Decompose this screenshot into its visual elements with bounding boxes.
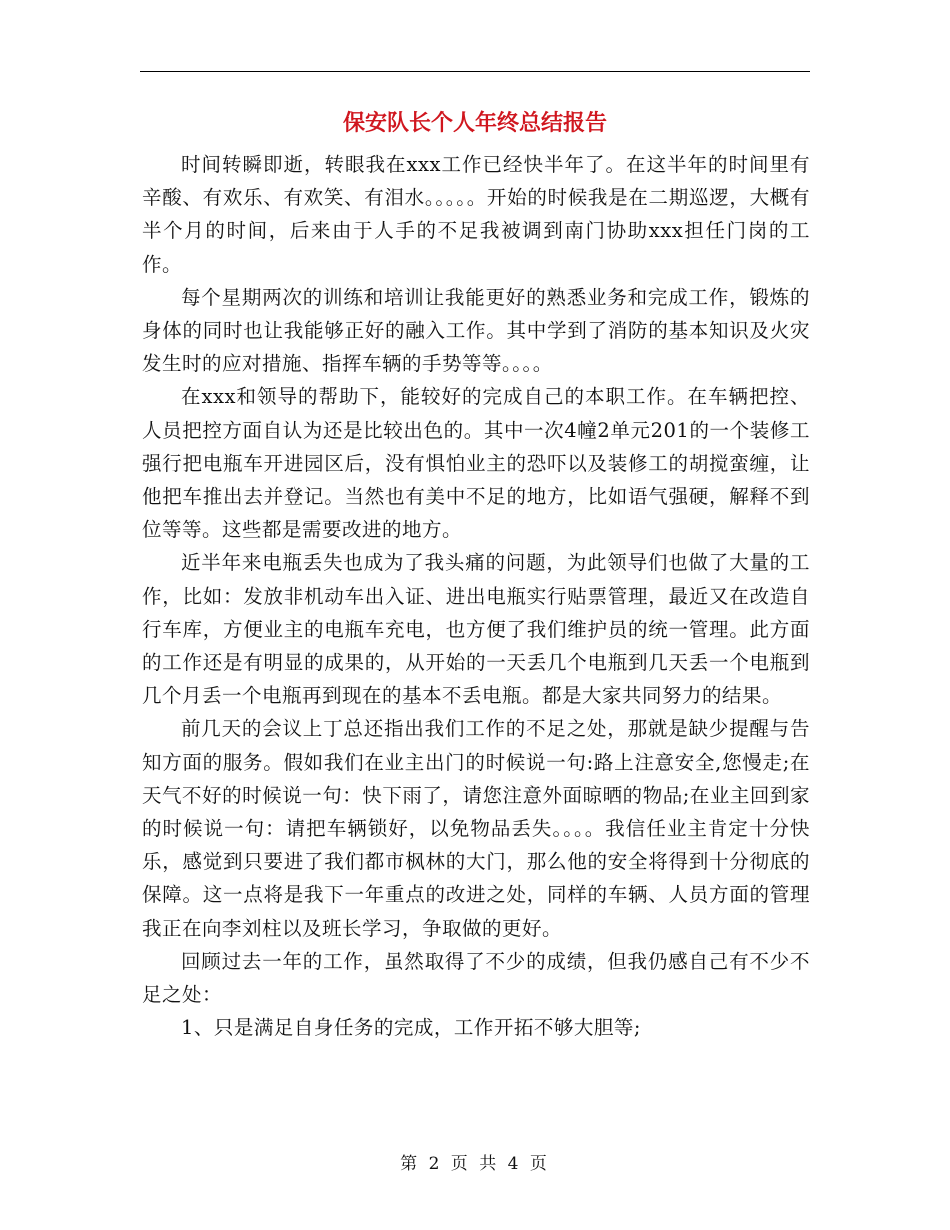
- list-item-1: 1、只是满足自身任务的完成，工作开拓不够大胆等;: [181, 1016, 641, 1040]
- paragraph-1: 时间转瞬即逝，转眼我在xxx工作已经快半年了。在这半年的时间里有辛酸、有欢乐、有欢笑、有泪水。。。。。开始的时候我是在二期巡逻，大概有半个月的时间，后来由于人手的不足我被调到南门协助xxx担任门岗的工作。: [142, 153, 810, 276]
- paragraph-3: 在xxx和领导的帮助下，能较好的完成自己的本职工作。在车辆把控、人员把控方面自认为还是比较出色的。其中一次4幢2单元201的一个装修工强行把电瓶车开进园区后，没有惧怕业主的恐吓以及装修工的胡搅蛮缠，让他把车推出去并登记。当然也有美中不足的地方，比如语气强硬，解释不到位等等。这些都是需要改进的地方。: [142, 385, 810, 542]
- paragraph-5: 前几天的会议上丁总还指出我们工作的不足之处，那就是缺少提醒与告知方面的服务。假如我们在业主出门的时候说一句:路上注意安全,您慢走;在天气不好的时候说一句：快下雨了，请您注意外面晾晒的物品;在业主回到家的时候说一句：请把车辆锁好，以免物品丢失。。。。我信任业主肯定十分快乐，感觉到只要进了我们都市枫林的大门，那么他的安全将得到十分彻底的保障。这一点将是我下一年重点的改进之处，同样的车辆、人员方面的管理我正在向李刘柱以及班长学习，争取做的更好。: [142, 717, 810, 940]
- paragraph-6: 回顾过去一年的工作，虽然取得了不少的成绩，但我仍感自己有不少不足之处：: [142, 949, 810, 1007]
- paragraph-2: 每个星期两次的训练和培训让我能更好的熟悉业务和完成工作，锻炼的身体的同时也让我能够正好的融入工作。其中学到了消防的基本知识及火灾发生时的应对措施、指挥车辆的手势等等。。。。: [142, 285, 810, 376]
- paragraph-4: 近半年来电瓶丢失也成为了我头痛的问题，为此领导们也做了大量的工作，比如：发放非机动车出入证、进出电瓶实行贴票管理，最近又在改造自行车库，方便业主的电瓶车充电，也方便了我们维护员的统一管理。此方面的工作还是有明显的成果的，从开始的一天丢几个电瓶到几天丢一个电瓶到几个月丢一个电瓶再到现在的基本不丢电瓶。都是大家共同努力的结果。: [142, 551, 810, 708]
- header-rule: [140, 71, 810, 72]
- document-body: [142, 148, 810, 1044]
- document-title: 保安队长个人年终总结报告: [342, 111, 607, 136]
- page-footer: 第 2 页 共 4 页: [400, 1154, 550, 1174]
